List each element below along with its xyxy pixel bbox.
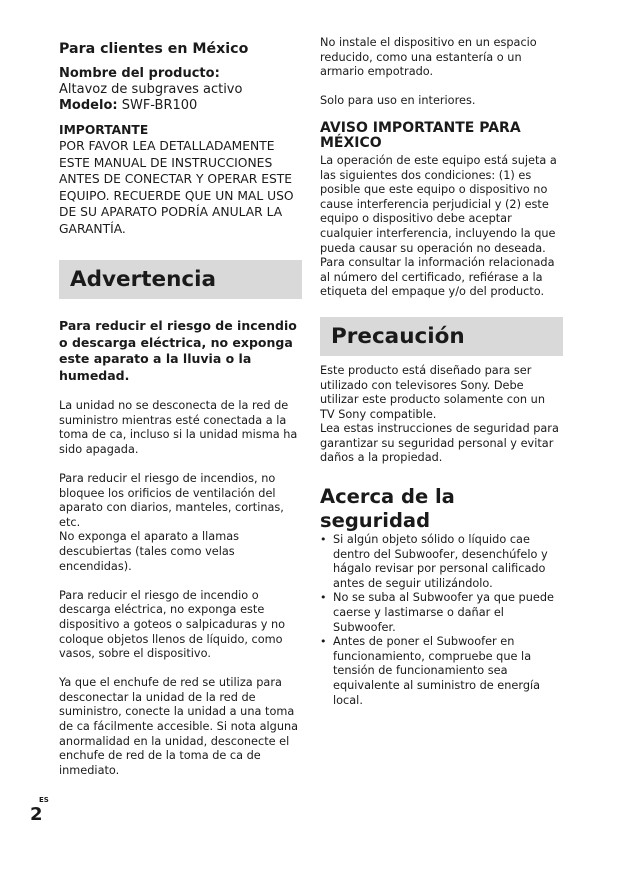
aviso-heading: AVISO IMPORTANTE PARA MÉXICO [320,119,521,152]
left-column [59,36,302,778]
install-text: No instale el dispositivo en un espacio reducido, como una estantería o un armario empotrado. [320,36,537,79]
list-item [320,533,563,591]
page-number: 2 [30,804,43,825]
list-item [320,635,563,708]
mexico-heading: Para clientes en México [59,41,249,57]
warning-banner: Advertencia [59,260,302,299]
right-column [320,36,563,708]
safety-list [320,533,563,708]
safety-heading: Acerca de la seguridad [320,485,455,533]
bullet-icon: • [320,533,327,547]
warning-paragraph-2b: No exponga el aparato a llamas descubiertas (tales como velas encendidas). [59,530,240,573]
warning-bold-text: Para reducir el riesgo de incendio o descarga eléctrica, no exponga este aparato a la lluvia o la humedad. [59,318,297,383]
list-item-text: Antes de poner el Subwoofer en funcionamiento, compruebe que la tensión de funcionamiento sea equivalente al suministro de energía local. [333,635,541,707]
list-item-text: No se suba al Subwoofer ya que puede caerse y lastimarse o dañar el Subwoofer. [333,591,554,634]
important-text: POR FAVOR LEA DETALLADAMENTE ESTE MANUAL DE INSTRUCCIONES ANTES DE CONECTAR Y OPERAR ESTE EQUIPO. RECUERDE QUE UN MAL USO DE SU APARATO PODRÍA ANULAR LA GARANTÍA. [59,139,294,236]
bullet-icon: • [320,635,327,649]
model-value: SWF-BR100 [121,98,198,113]
product-name-value: Altavoz de subgraves activo [59,82,243,97]
list-item-text: Si algún objeto sólido o líquido cae dentro del Subwoofer, desenchúfelo y hágalo revisar por personal calificado antes de seguir utilizándolo. [333,533,548,590]
indoor-text: Solo para uso en interiores. [320,94,476,108]
caution-text-1: Este producto está diseñado para ser utilizado con televisores Sony. Debe utilizar este producto solamente con un TV Sony compatible. [320,363,545,421]
warning-paragraph-4: Ya que el enchufe de red se utiliza para desconectar la unidad de la red de suministro, conecte la unidad a una toma de ca fácilmente accesible. Si nota alguna anormalidad en la unidad, desconecte el enchufe de red de la toma de ca de inmediato. [59,676,299,777]
caution-text-2: Lea estas instrucciones de seguridad para garantizar su seguridad personal y evitar daños a la propiedad. [320,422,559,465]
product-name-label: Nombre del producto: [59,66,220,81]
caution-banner: Precaución [320,317,563,356]
warning-paragraph-1: La unidad no se desconecta de la red de suministro mientras esté conectada a la toma de ca, incluso si la unidad misma ha sido apagada. [59,399,298,456]
bullet-icon: • [320,591,327,605]
important-label: IMPORTANTE [59,123,149,137]
warning-paragraph-2a: Para reducir el riesgo de incendios, no bloquee los orificios de ventilación del aparato con diarios, manteles, cortinas, etc. [59,471,284,529]
aviso-text-1: La operación de este equipo está sujeta a las siguientes dos condiciones: (1) es posible que este equipo o dispositivo no cause interferencia perjudicial y (2) este equipo o dispositivo debe aceptar cualquier interferencia, incluyendo la que pueda causar su operación no deseada. [320,153,557,255]
model-line [59,98,302,114]
model-label: Modelo: [59,98,118,113]
aviso-text-2: Para consultar la información relacionada al número del certificado, refiérase a la etiqueta del empaque y/o del producto. [320,256,555,299]
language-code: ES [39,796,49,804]
warning-paragraph-3: Para reducir el riesgo de incendio o descarga eléctrica, no exponga este dispositivo a goteos o salpicaduras y no coloque objetos llenos de líquido, como vasos, sobre el dispositivo. [59,588,286,661]
list-item [320,591,563,635]
